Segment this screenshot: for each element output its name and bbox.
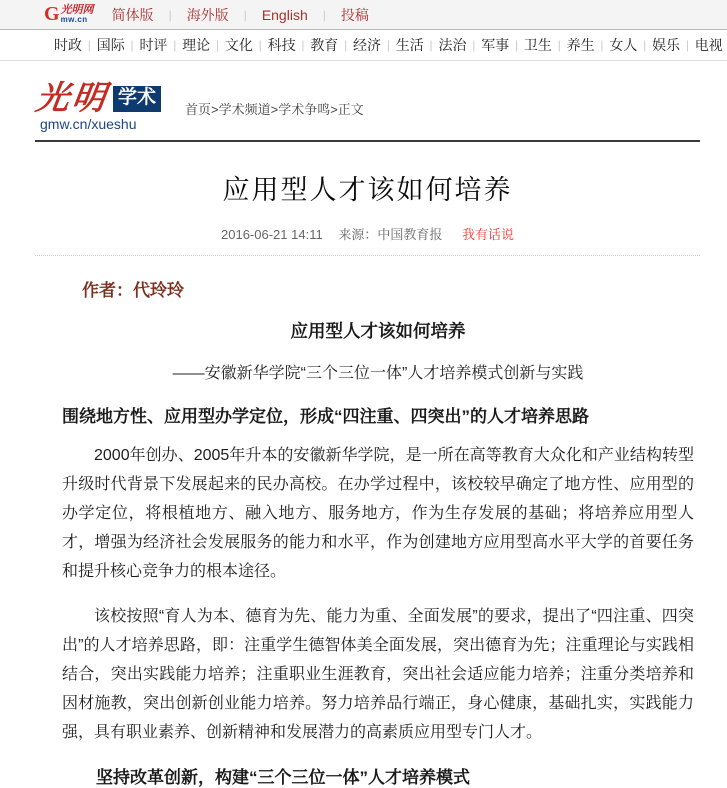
divider: [344, 38, 347, 52]
masthead: [33, 80, 727, 132]
paragraph-2: 该校按照“育人为本、德育为先、能力为重、全面发展”的要求，提出了“四注重、四突出”的人才培养思路，即：注重学生德智体美全面发展，突出德育为先；注重理论与实践相结合，突出实践能力培养；注重职业生涯教育，突出社会适应能力培养；注重分类培养和因材施教，突出创新创业能力培养。努力培养品行端正，身心健康，基础扎实，实践能力强，具有职业素养、创新精神和发展潜力的高素质应用型专门人才。: [62, 608, 694, 741]
divider: [244, 8, 247, 22]
divider: [643, 38, 646, 52]
publish-date: 2016-06-21 14:11: [221, 227, 323, 242]
nav-item-economy[interactable]: 经济: [353, 37, 382, 53]
section-heading-2-clipped: 坚持改革创新，构建“三个三位一体”人才培养模式: [96, 768, 470, 787]
divider: [387, 38, 390, 52]
nav-item-life[interactable]: 生活: [395, 37, 424, 53]
guangming-xueshu-logo[interactable]: [33, 80, 161, 132]
article-body: [35, 276, 700, 788]
divider: [600, 38, 603, 52]
paragraph-1: 2000年创办、2005年升本的安徽新华学院，是一所在高等教育大众化和产业结构转型升级时代背景下发展起来的民办高校。在办学过程中，该校较早确定了地方性、应用型的办学定位，将根植地方、融入地方、服务地方，作为生存发展的基础；将培养应用型人才，增强为经济社会发展服务的能力和水平，作为创建地方应用型高水平大学的首要任务和提升核心竞争力的根本途径。: [62, 447, 694, 580]
nav-item-culture[interactable]: 文化: [224, 37, 253, 53]
divider: [686, 38, 689, 52]
masthead-divider: [35, 140, 700, 142]
nav-item-world[interactable]: 国际: [96, 37, 125, 53]
topbar-link-simplified[interactable]: 简体版: [111, 6, 154, 23]
gmw-logo-g: G: [44, 3, 60, 25]
article-meta: [35, 224, 700, 256]
topbar-links: [112, 5, 369, 25]
article-container: [35, 168, 700, 788]
nav-item-law[interactable]: 法治: [438, 37, 467, 53]
topbar-link-submit[interactable]: 投稿: [340, 6, 369, 23]
divider: [323, 8, 326, 22]
nav-item-military[interactable]: 军事: [481, 37, 510, 53]
divider: [301, 38, 304, 52]
nav-item-women[interactable]: 女人: [609, 37, 638, 53]
author-line: 作者：代玲玲: [82, 281, 184, 300]
breadcrumb[interactable]: 首页>学术频道>学术争鸣>正文: [185, 102, 364, 117]
gmw-logo-domain: mw.cn: [60, 15, 88, 24]
xueshu-badge: 学术: [113, 86, 161, 112]
article-inner-title: 应用型人才该如何培养: [290, 321, 466, 341]
nav-item-entertainment[interactable]: 娱乐: [652, 37, 681, 53]
divider: [515, 38, 518, 52]
top-utility-bar: [0, 0, 727, 30]
nav-item-theory[interactable]: 理论: [182, 37, 211, 53]
nav-item-tech[interactable]: 科技: [267, 37, 296, 53]
main-nav: [0, 30, 727, 61]
divider: [472, 38, 475, 52]
nav-item-politics[interactable]: 时政: [54, 37, 82, 53]
topbar-link-overseas[interactable]: 海外版: [186, 6, 229, 23]
nav-item-education[interactable]: 教育: [310, 37, 339, 53]
nav-item-tv[interactable]: 电视: [694, 37, 723, 53]
gmw-mini-logo[interactable]: [44, 3, 94, 26]
article-subtitle: ——安徽新华学院“三个三位一体”人才培养模式创新与实践: [172, 365, 584, 382]
nav-item-wellness[interactable]: 养生: [566, 37, 595, 53]
divider: [169, 8, 172, 22]
guangming-script-logo: 光明: [33, 80, 111, 117]
divider: [88, 38, 91, 52]
nav-item-commentary[interactable]: 时评: [139, 37, 168, 53]
gmw-logo-script: 光明网: [60, 4, 94, 16]
nav-item-health[interactable]: 卫生: [523, 37, 552, 53]
divider: [259, 38, 262, 52]
topbar-link-english[interactable]: English: [261, 6, 308, 23]
comment-link[interactable]: 我有话说: [461, 227, 514, 242]
divider: [173, 38, 176, 52]
channel-url: gmw.cn/xueshu: [40, 116, 137, 132]
page-title: 应用型人才该如何培养: [222, 175, 513, 205]
divider: [430, 38, 433, 52]
section-heading-1: 围绕地方性、应用型办学定位，形成“四注重、四突出”的人才培养思路: [62, 407, 589, 426]
divider: [216, 38, 219, 52]
divider: [131, 38, 134, 52]
divider: [558, 38, 561, 52]
source-label: 来源：中国教育报: [338, 227, 443, 242]
